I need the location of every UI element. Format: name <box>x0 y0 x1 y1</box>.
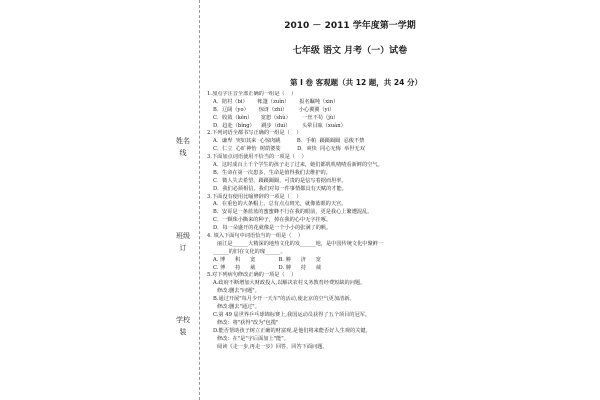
question-line: C．仁立 心旷神怡 树荫婆娑 D．爽快 同心无悔 举世无双 <box>213 146 365 153</box>
question-line: B．安哥是一条蓝蓝的蜜蜜蜂不行在我的眼前，更是我心上繁遭混乱。 <box>213 209 373 216</box>
question-line: C．一颗珠小撕来的种子，掉在我的心中无字挂啄。 <box>213 217 332 224</box>
question-line: D．我们必须相信，我们对每一件事情都具有天赋的才能。 <box>213 185 347 192</box>
section-heading: 第 I 卷 客观题（共 12 题，共 24 分） <box>290 78 422 87</box>
question-line: C．收敛（kěn） 宽恕（shù） 一丝不苟（jù） <box>213 114 339 121</box>
margin-label-class: 班级 <box>176 232 190 240</box>
question-line: 修改:删去"问题"。 <box>217 288 260 295</box>
question-line: 4. 填入下面句中词语恰当的一组是（ ） <box>207 233 304 240</box>
question-line: 阅读《走一步,再走一步》回答，回答下面问题。 <box>217 343 328 350</box>
question-line: 1.加点字注音全部正确的一组是（ ） <box>207 91 297 97</box>
question-line: C.第 49 届世界乒乓球锦标赛上,我国运动员获得了五个项目的冠军。 <box>213 311 371 318</box>
question-line: B.通过开展"每月少开一天车"的活动,使北京的空气更加清新。 <box>213 296 355 303</box>
question-line: A. 博 积 宽 B. 膊 济 宽 <box>213 256 321 263</box>
question-line: 3.下面加点词语使用不恰当的一项是（ ） <box>207 154 307 161</box>
question-line: B．生命在第一次患多，生命是值得我们去维护的。 <box>213 169 331 176</box>
question-line: 5.对下列病句修改正确的一项是（ ） <box>207 272 297 279</box>
exam-paper-title: 七年级 语文 月考（一）试卷 <box>292 46 408 56</box>
margin-mark-staple: 订 <box>179 244 187 252</box>
margin-mark-bind: 装 <box>179 328 187 336</box>
question-line: D．趋赴（bǐng） 跳步（duì） 头晕目眩（xuàn） <box>213 122 346 129</box>
question-line: B．辽阔（yo） 惊讶（zhi） 小心翼翼（yi） <box>213 106 335 113</box>
question-line: ______的旧在文化的瑰______。 <box>213 248 286 255</box>
question-line: A．陪衬（bi） 帐篷（zuǐn） 报名瞩吨（xin） <box>213 98 339 105</box>
question-line: A．谦卑 突如其来 心惊肉跳 B．手帕 蹑蹑蹑蹑 忍俊不禁 <box>213 138 365 145</box>
question-line: 丽江是______大精深的地热文化的发______地，是中国传统文化中聚鲜一 <box>217 240 384 247</box>
margin-field-class <box>176 232 190 252</box>
question-line: C．微人失去希望，蹑蹑蹑蹑，可贵的是信写着据而坦率。 <box>213 177 347 184</box>
margin-mark-line: 线 <box>179 149 187 157</box>
question-line: D．每一朵盛开的花就像是一个小小的张满了的帆。 <box>213 225 332 232</box>
binding-fold-line <box>199 0 200 400</box>
margin-label-school: 学校 <box>176 316 190 324</box>
question-line: D.能否帮助孩子树立正确的财富观,是他们将来能否好人生观的关键。 <box>213 327 371 334</box>
question-line: A.政府不断增加大财政投入,以解决农村义务教育经费短缺的问题。 <box>213 280 366 287</box>
question-line: 修改：在"是"字后面加上"能"。 <box>217 335 289 342</box>
margin-label-name: 姓名 <box>176 137 190 145</box>
margin-field-name <box>176 137 190 157</box>
question-line: A．在重色的大条帽上，总有点点斑光，就像蓝眼的天宫。 <box>213 201 347 208</box>
question-line: 修改:删去"通过"。 <box>217 304 260 311</box>
question-line: 2.下列词语全都书写正确的一组是（ ） <box>207 130 302 137</box>
question-line: A．这时成百上千个学生的孩子走了过来，她们都叽叽喳喳看新鲜的空气。 <box>213 162 383 169</box>
question-line: 3.下面没有使用比喻修辞的一项是（ ） <box>207 193 302 200</box>
exam-term-title: 2010 － 2011 学年度第一学期 <box>284 21 416 31</box>
question-list <box>207 91 587 396</box>
question-line: 修改：将"获得"改为"包揽" <box>217 319 279 326</box>
margin-field-school <box>176 316 190 336</box>
question-line: C. 博 持 葳 D. 膊 持 葳 <box>213 264 322 271</box>
